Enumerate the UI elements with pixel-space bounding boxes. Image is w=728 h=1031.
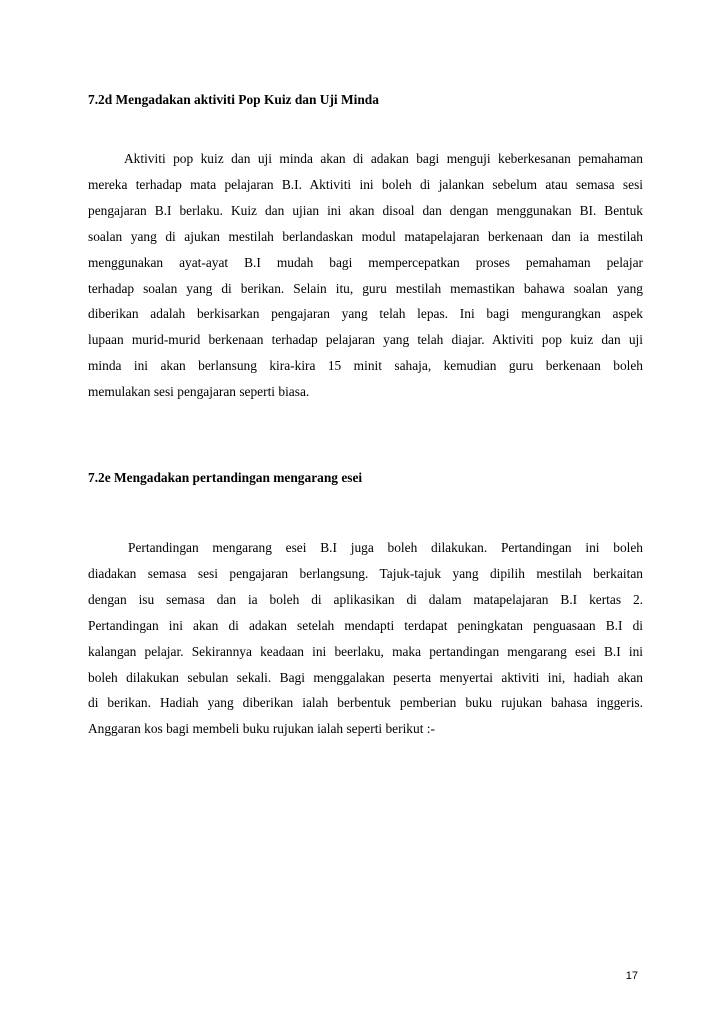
paragraph-pertandingan xyxy=(88,535,643,742)
paragraph-line: Aktiviti pop kuiz dan uji minda akan di adakan bagi menguji keberkesanan pemahaman xyxy=(124,151,643,166)
paragraph-line: lupaan murid-murid berkenaan terhadap pelajaran yang telah diajar. Aktiviti pop kuiz dan uji xyxy=(88,332,643,348)
page-number: 17 xyxy=(625,970,638,982)
paragraph-line: dengan isu semasa dan ia boleh di aplikasikan di dalam matapelajaran B.I kertas 2. xyxy=(88,591,643,607)
paragraph-pop-kuiz xyxy=(88,146,643,405)
paragraph-line: memulakan sesi pengajaran seperti biasa. xyxy=(88,384,310,400)
paragraph-line: kalangan pelajar. Sekirannya keadaan ini beerlaku, maka pertandingan mengarang esei B.I ini xyxy=(88,643,643,659)
section-heading-7-2d: 7.2d Mengadakan aktiviti Pop Kuiz dan Uji Minda xyxy=(88,92,379,107)
paragraph-line: diadakan semasa sesi pengajaran berlangsung. Tajuk-tajuk yang dipilih mestilah berkaitan xyxy=(88,565,643,581)
paragraph-line: Pertandingan mengarang esei B.I juga boleh dilakukan. Pertandingan ini boleh xyxy=(128,540,643,555)
paragraph-line: di berikan. Hadiah yang diberikan ialah berbentuk pemberian buku rujukan bahasa inggeris. xyxy=(88,695,643,711)
paragraph-line: minda ini akan berlansung kira-kira 15 minit sahaja, kemudian guru berkenaan boleh xyxy=(88,358,643,374)
paragraph-line: pengajaran B.I berlaku. Kuiz dan ujian ini akan disoal dan dengan menggunakan BI. Bentuk xyxy=(88,202,643,218)
paragraph-line: soalan yang di ajukan mestilah berlandaskan modul matapelajaran berkenaan dan ia mestilah xyxy=(88,228,643,244)
section-heading-7-2e: 7.2e Mengadakan pertandingan mengarang esei xyxy=(88,470,363,485)
paragraph-line: diberikan adalah berkisarkan pengajaran yang telah lepas. Ini bagi mengurangkan aspek xyxy=(88,306,643,322)
paragraph-line: menggunakan ayat-ayat B.I mudah bagi mempercepatkan proses pemahaman pelajar xyxy=(88,254,643,270)
paragraph-line: boleh dilakukan sebulan sekali. Bagi menggalakan peserta menyertai aktiviti ini, hadiah akan xyxy=(88,669,643,685)
paragraph-line: terhadap soalan yang di berikan. Selain itu, guru mestilah memastikan bahawa soalan yang xyxy=(88,280,643,296)
paragraph-line: mereka terhadap mata pelajaran B.I. Aktiviti ini boleh di jalankan sebelum atau semasa sesi xyxy=(88,176,643,192)
paragraph-line: Pertandingan ini akan di adakan setelah mendapti terdapat peningkatan penguasaan B.I di xyxy=(88,617,643,633)
paragraph-line: Anggaran kos bagi membeli buku rujukan ialah seperti berikut :- xyxy=(88,721,435,737)
